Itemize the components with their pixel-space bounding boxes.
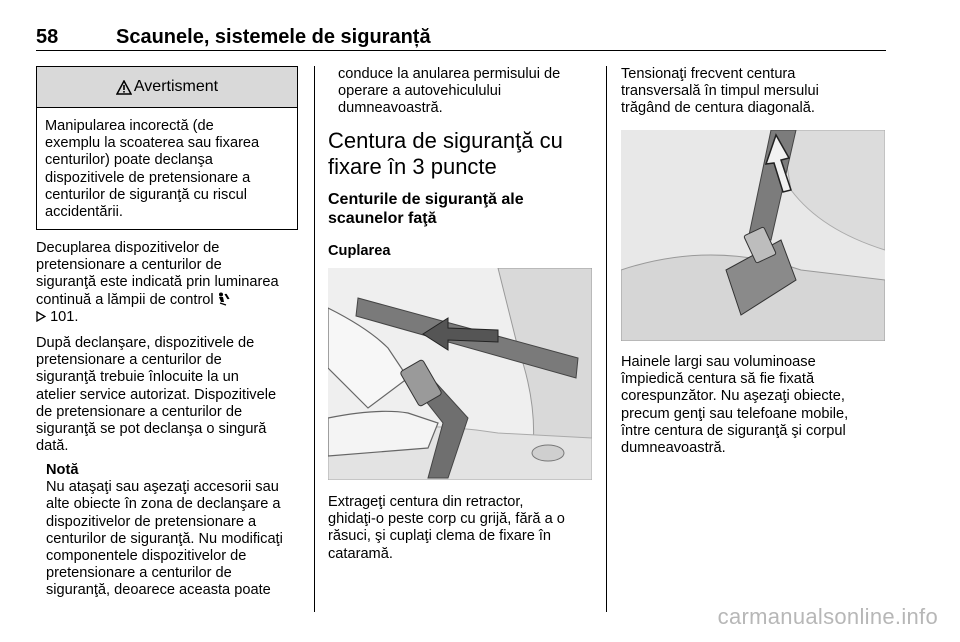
subsection-heading — [328, 190, 598, 228]
note-line: alte obiecte în zona de declanşare a — [46, 496, 281, 513]
paragraph-after-deployment — [36, 335, 306, 455]
text-line: dumneavoastră. — [338, 100, 443, 117]
text-line: pretensionare a centurilor de — [36, 352, 222, 369]
page-reference-icon — [36, 311, 46, 322]
text-line: precum genţi sau telefoane mobile, — [621, 405, 849, 422]
text-line: Hainele largi sau voluminoase — [621, 354, 816, 370]
warning-line: Manipularea incorectă (de — [45, 118, 214, 134]
text-line: atelier service autorizat. Dispozitivele — [36, 386, 277, 403]
page-number: 58 — [36, 26, 59, 48]
column-divider-2 — [606, 66, 607, 612]
column-divider-1 — [314, 66, 315, 612]
warning-line: exemplu la scoaterea sau fixarea — [45, 135, 260, 152]
note-continuation — [338, 66, 600, 118]
subheading-line: Centurile de siguranţă ale — [328, 191, 524, 208]
buckle-caption — [328, 494, 598, 563]
text-line: După declanşare, dispozitivele de — [36, 335, 255, 351]
caption-line: cataramă. — [328, 545, 393, 562]
text-line: 101. — [36, 309, 306, 326]
warning-line: accidentării. — [45, 204, 123, 221]
text-line: siguranţă trebuie înlocuite la un — [36, 369, 239, 386]
paragraph-pretensioner-deactivation — [36, 240, 306, 326]
warning-line: centurilor de siguranţă cu riscul — [45, 186, 247, 203]
warning-header — [37, 67, 297, 108]
text-line: de pretensionare a centurilor de — [36, 403, 243, 420]
text-line: siguranţă se pot declanşa o singură — [36, 421, 267, 438]
text-line: dată. — [36, 438, 69, 455]
note-line: siguranţă, deoarece aceasta poate — [46, 582, 271, 599]
buckle-drawing — [328, 268, 592, 480]
warning-box — [36, 66, 298, 230]
tension-paragraph — [621, 66, 885, 118]
subsub-heading: Cuplarea — [328, 243, 391, 259]
watermark: carmanualsonline.info — [717, 604, 938, 629]
text-line: împiedică centura să fie fixată — [621, 371, 815, 388]
subheading-line: scaunelor faţă — [328, 210, 437, 227]
warning-title: Avertisment — [133, 78, 219, 95]
heading-line: fixare în 3 puncte — [328, 154, 497, 179]
warning-triangle-icon — [116, 80, 132, 95]
text-line: între centura de siguranţă şi corpul — [621, 422, 846, 439]
tension-drawing — [621, 130, 885, 341]
note-label: Notă — [46, 462, 79, 478]
warning-line: dispozitivele de pretensionare a — [45, 169, 251, 186]
text-line: continuă a lămpii de control — [36, 292, 306, 309]
loose-clothing-paragraph — [621, 354, 885, 457]
text-line: Decuplarea dispozitivelor de — [36, 240, 220, 256]
note-line: componentele dispozitivelor de — [46, 548, 247, 565]
warning-line: centurilor) poate declanşa — [45, 152, 213, 169]
text-line: operare a autovehiculului — [338, 83, 502, 100]
text-line: transversală în timpul mersului — [621, 83, 819, 100]
text-line: pretensionare a centurilor de — [36, 257, 222, 274]
page-title: Scaunele, sistemele de siguranță — [116, 26, 431, 48]
text-line: corespunzător. Nu aşezaţi obiecte, — [621, 388, 845, 405]
tension-illustration — [621, 130, 885, 341]
note-block — [46, 462, 308, 600]
buckle-illustration — [328, 268, 592, 480]
caption-line: Extrageţi centura din retractor, — [328, 494, 524, 510]
text-line: siguranţă este indicată prin luminarea — [36, 274, 279, 291]
caption-line: ghidaţi-o peste corp cu grijă, fără a o — [328, 511, 565, 528]
note-line: centurilor de siguranţă. Nu modificaţi — [46, 530, 283, 547]
note-line: dispozitivelor de pretensionare a — [46, 513, 257, 530]
text-line: dumneavoastră. — [621, 440, 726, 457]
section-heading — [328, 128, 598, 180]
seatbelt-pretensioner-icon — [218, 292, 230, 306]
note-line: Nu ataşaţi sau aşezaţi accesorii sau — [46, 479, 279, 496]
text-line: trăgând de centura diagonală. — [621, 100, 815, 117]
text-line: conduce la anularea permisului de — [338, 66, 561, 82]
page-header — [36, 24, 886, 51]
heading-line: Centura de siguranţă cu — [328, 128, 563, 153]
warning-text — [37, 108, 297, 221]
caption-line: răsuci, şi cuplaţi clema de fixare în — [328, 528, 552, 545]
text-line: Tensionaţi frecvent centura — [621, 66, 796, 82]
note-line: pretensionare a centurilor de — [46, 565, 232, 582]
